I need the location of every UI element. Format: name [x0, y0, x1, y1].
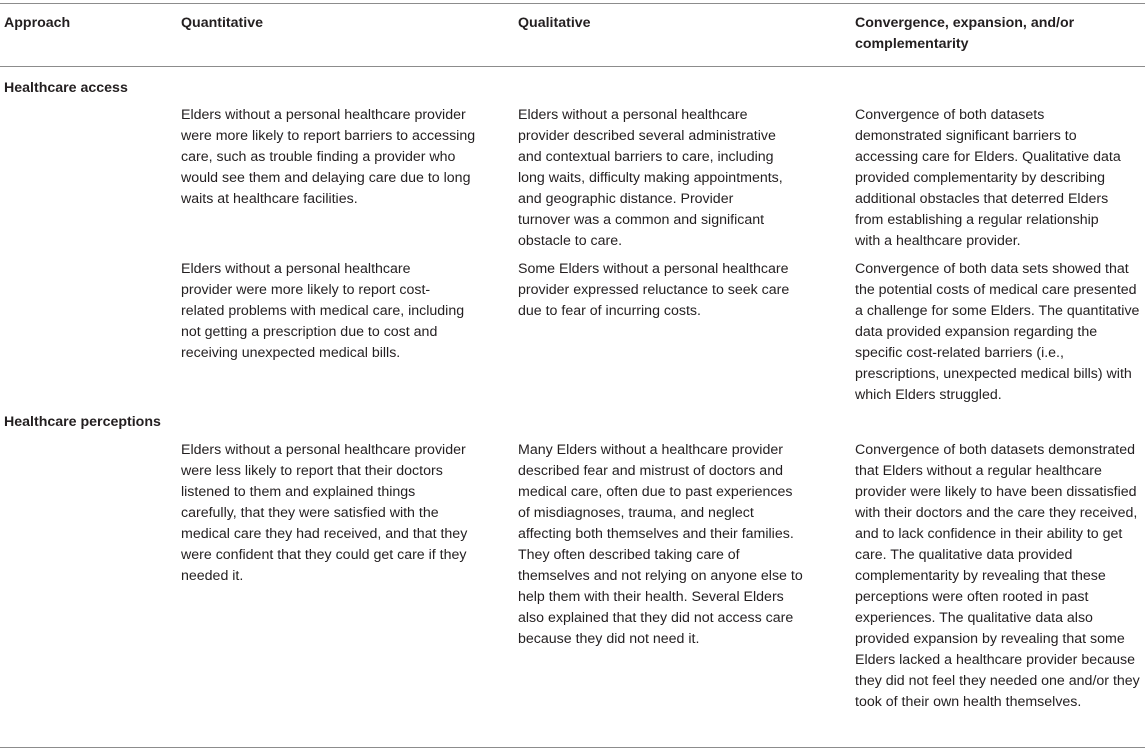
cell-access-2-quantitative: Elders without a personal healthcare provider were more likely to report cost-related problems with medical care, including not getting a prescription due to cost and receiving unexpected medical bills. [181, 261, 465, 361]
header-qualitative: Qualitative [518, 15, 591, 31]
table-bottom-rule [0, 747, 1145, 748]
header-quantitative: Quantitative [181, 15, 263, 31]
cell-perceptions-qualitative: Many Elders without a healthcare provider described fear and mistrust of doctors and medical care, often due to past experiences of misdiagnoses, trauma, and neglect affecting both themselves and their families. They often described taking care of themselves and not relying on anyone else to help them with their health. Several Elders also explained that they did not access care because they did not need it. [518, 442, 803, 647]
cell-access-2-qualitative: Some Elders without a personal healthcare provider expressed reluctance to seek care due to fear of incurring costs. [518, 261, 790, 319]
section-title-healthcare-access: Healthcare access [4, 80, 128, 96]
cell-access-2-convergence: Convergence of both data sets showed that the potential costs of medical care presented a challenge for some Elders. The quantitative data provided expansion regarding the specific cost-related barriers (i.e., prescriptions, unexpected medical bills) with which Elders struggled. [855, 261, 1140, 403]
section-title-healthcare-perceptions: Healthcare perceptions [4, 414, 161, 430]
cell-access-1-qualitative: Elders without a personal healthcare provider described several administrative and contextual barriers to care, including long waits, difficulty making appointments, and geographic distance. Provider turnover was a common and significant obstacle to care. [518, 107, 783, 249]
header-rule [0, 66, 1145, 67]
header-approach: Approach [4, 15, 71, 31]
cell-perceptions-quantitative: Elders without a personal healthcare provider were less likely to report that their doctors listened to them and explained things carefully, that they were satisfied with the medical care they had received, and that they were confident that they could get care if they needed it. [181, 442, 468, 584]
table-top-rule [0, 3, 1145, 4]
cell-access-1-convergence: Convergence of both datasets demonstrated significant barriers to accessing care for Elders. Qualitative data provided complementarity by describing additional obstacles that deterred Elders from establishing a regular relationship with a healthcare provider. [855, 107, 1121, 249]
header-convergence: Convergence, expansion, and/or complementarity [855, 15, 1075, 52]
cell-perceptions-convergence: Convergence of both datasets demonstrated that Elders without a regular healthcare provider were likely to have been dissatisfied with their doctors and the care they received, and to lack confidence in their ability to get care. The qualitative data provided complementarity by revealing that these perceptions were often rooted in past experiences. The qualitative data also provided expansion by revealing that some Elders lacked a healthcare provider because they did not feel they needed one and/or they took of their own health themselves. [855, 442, 1140, 710]
cell-access-1-quantitative: Elders without a personal healthcare provider were more likely to report barriers to accessing care, such as trouble finding a provider who would see them and delaying care due to long waits at healthcare facilities. [181, 107, 476, 207]
